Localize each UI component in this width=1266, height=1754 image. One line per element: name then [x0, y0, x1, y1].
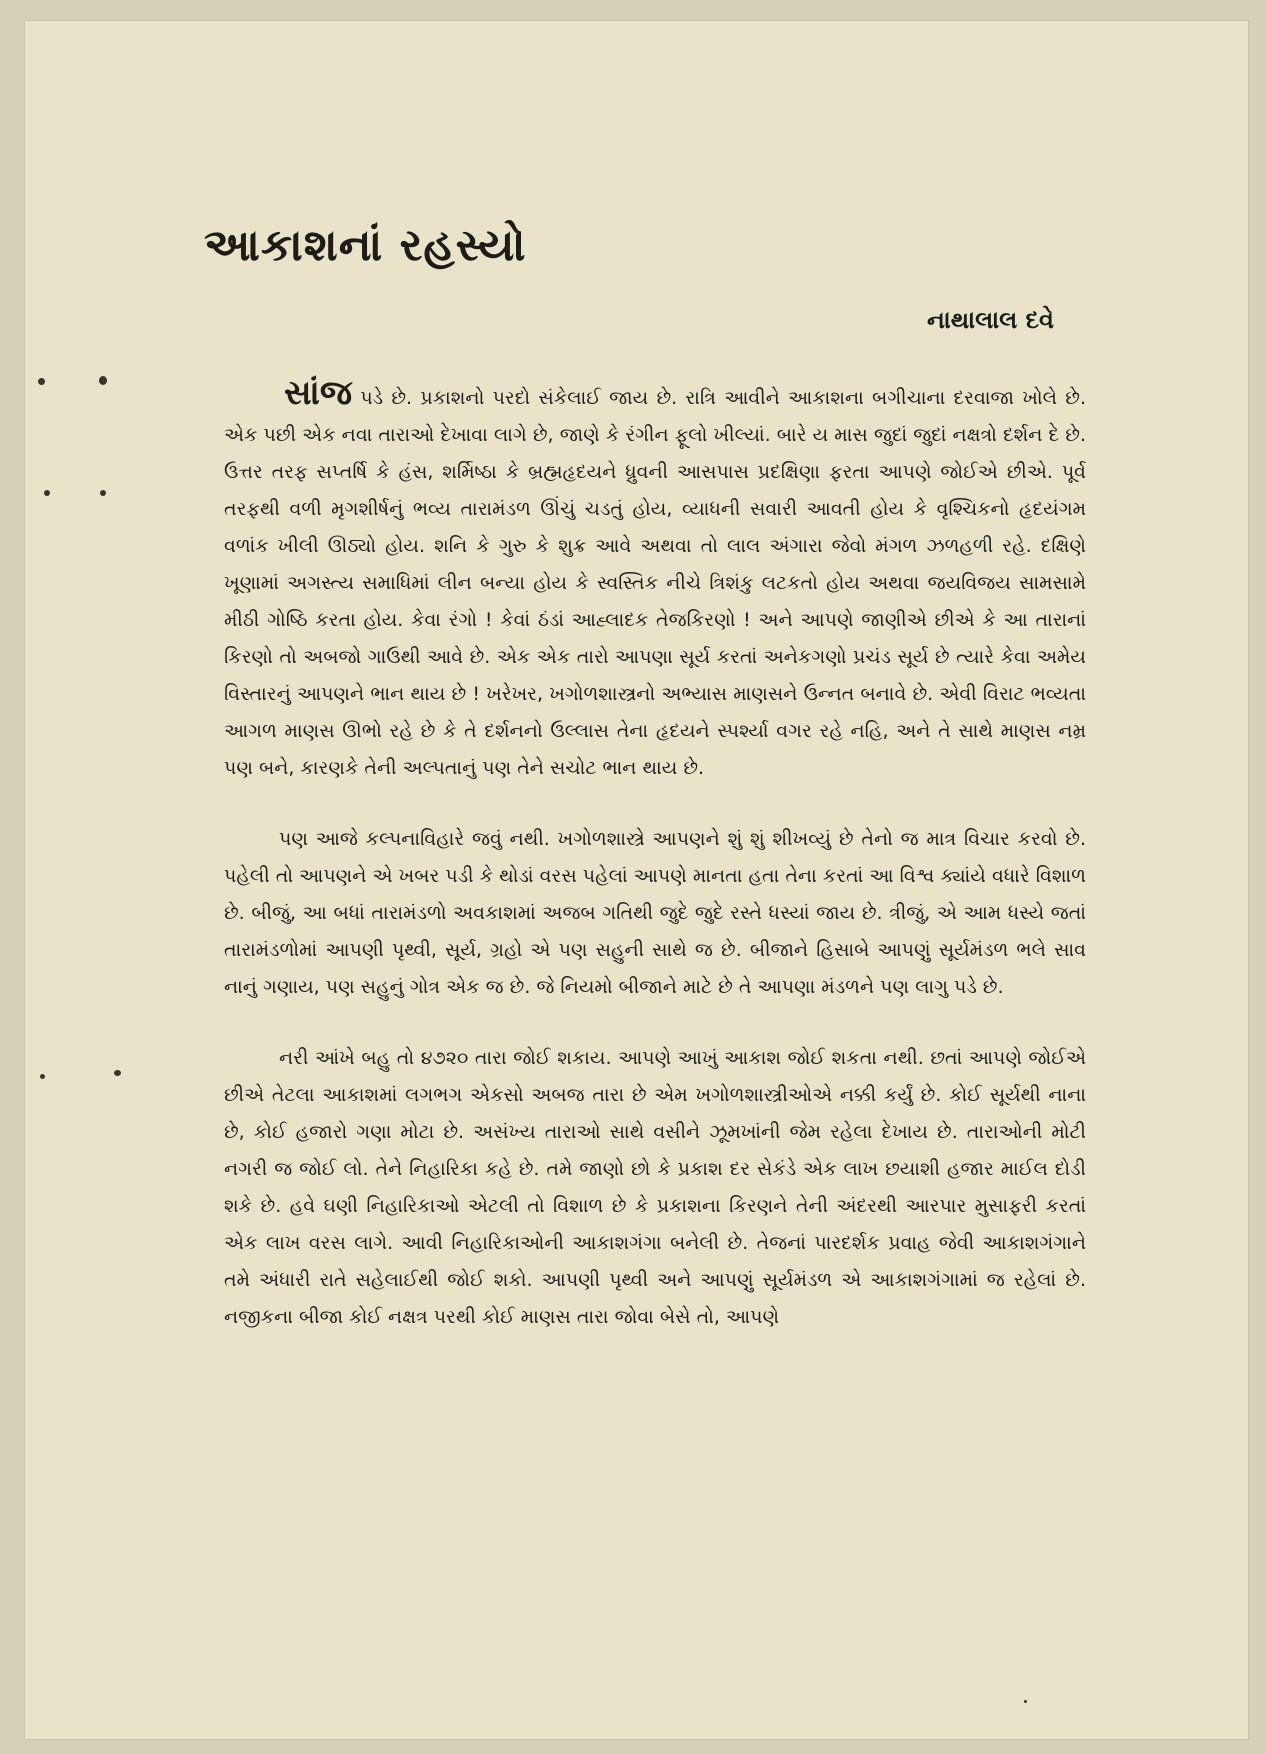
paragraph-3: નરી આંખે બહુ તો ૪૭૨૦ તારા જોઈ શકાય. આપણે આખું આકાશ જોઈ શકતા નથી. છતાં આપણે જોઈએ છીએ તેટલા આકાશમાં લગભગ એકસો અબજ તારા છે એમ ખગોળશાસ્ત્રીઓએ નક્કી કર્યું છે. કોઈ સૂર્યથી નાના છે, કોઈ હજારો ગણા મોટા છે. અસંખ્ય તારાઓ સાથે વસીને ઝૂમખાંની જેમ રહેલા દેખાય છે. તારાઓની મોટી નગરી જ જોઈ લો. તેને નિહારિકા કહે છે. તમે જાણો છો કે પ્રકાશ દર સેકંડે એક લાખ છયાશી હજાર માઈલ દોડી શકે છે. હવે ઘણી નિહારિકાઓ એટલી તો વિશાળ છે કે પ્રકાશના કિરણને તેની અંદરથી આરપાર મુસાફરી કરતાં એક લાખ વરસ લાગે. આવી નિહારિકાઓની આકાશગંગા બનેલી છે. તેજનાં પારદર્શક પ્રવાહ જેવી આકાશગંગાને તમે અંધારી રાતે સહેલાઈથી જોઈ શકો. આપણી પૃથ્વી અને આપણું સૂર્યમંડળ એ આકાશગંગામાં જ રહેલાં છે. નજીકના બીજા કોઈ નક્ષત્ર પરથી કોઈ માણસ તારા જોવા બેસે તો, આપણે	[224, 1047, 1086, 1328]
ink-speck	[38, 378, 45, 385]
article-title: આકાશનાં રહસ્યો	[204, 220, 527, 271]
ink-speck	[100, 490, 106, 496]
ink-speck	[114, 1070, 121, 1076]
article-body	[224, 375, 1086, 1370]
paragraph-1-text: પડે છે. પ્રકાશનો પરદો સંકેલાઈ જાય છે. રાત્રિ આવીને આકાશના બગીચાના દરવાજા ખોલે છે. એક પછી એક નવા તારાઓ દેખાવા લાગે છે, જાણે કે રંગીન ફૂલો ખીલ્યાં. બારે ય માસ જુદાં જુદાં નક્ષત્રો દર્શન દે છે. ઉત્તર તરફ સપ્તર્ષિ કે હંસ, શર્મિષ્ઠા કે બ્રહ્મહૃદયને ધ્રુવની આસપાસ પ્રદક્ષિણા ફરતા આપણે જોઈએ છીએ. પૂર્વ તરફથી વળી મૃગશીર્ષનું ભવ્ય તારામંડળ ઊંચું ચડતું હોય, વ્યાધની સવારી આવતી હોય કે વૃશ્ચિકનો હૃદયંગમ વળાંક ખીલી ઊઠ્યો હોય. શનિ કે ગુરુ કે શુક્ર આવે અથવા તો લાલ અંગારા જેવો મંગળ ઝળહળી રહે. દક્ષિણે ખૂણામાં અગસ્ત્ય સમાધિમાં લીન બન્યા હોય કે સ્વસ્તિક નીચે ત્રિશંકુ લટકતો હોય અથવા જયવિજય સામસામે મીઠી ગોષ્ઠિ કરતા હોય. કેવા રંગો ! કેવાં ઠંડાં આહ્લાદક તેજકિરણો ! અને આપણે જાણીએ છીએ કે આ તારાનાં કિરણો તો અબજો ગાઉથી આવે છે. એક એક તારો આપણા સૂર્ય કરતાં અનેકગણો પ્રચંડ સૂર્ય છે ત્યારે કેવા અમેય વિસ્તારનું આપણને ભાન થાય છે ! ખરેખર, ખગોળશાસ્ત્રનો અભ્યાસ માણસને ઉન્નત બનાવે છે. એવી વિરાટ ભવ્યતા આગળ માણસ ઊભો રહે છે કે તે દર્શનનો ઉલ્લાસ તેના હૃદયને સ્પર્શ્યા વગર રહે નહિ, અને તે સાથે માણસ નમ્ર પણ બને, કારણકે તેની અલ્પતાનું પણ તેને સચોટ ભાન થાય છે.	[224, 387, 1086, 779]
paragraph-1	[224, 375, 1086, 787]
paragraph-2: પણ આજે કલ્પનાવિહારે જવું નથી. ખગોળશાસ્ત્રે આપણને શું શું શીખવ્યું છે તેનો જ માત્ર વિચાર કરવો છે. પહેલી તો આપણને એ ખબર પડી કે થોડાં વરસ પહેલાં આપણે માનતા હતા તેના કરતાં આ વિશ્વ ક્યાંયે વધારે વિશાળ છે. બીજું, આ બધાં તારામંડળો અવકાશમાં અજબ ગતિથી જુદે જુદે રસ્તે ધસ્યાં જાય છે. ત્રીજું, એ આમ ધસ્યે જતાં તારામંડળોમાં આપણી પૃથ્વી, સૂર્ય, ગ્રહો એ પણ સહુની સાથે જ છે. બીજાને હિસાબે આપણું સૂર્યમંડળ ભલે સાવ નાનું ગણાય, પણ સહુનું ગોત્ર એક જ છે. જે નિયમો બીજાને માટે છે તે આપણા મંડળને પણ લાગુ પડે છે.	[224, 828, 1086, 998]
scanned-page	[24, 20, 1249, 1740]
ink-speck	[1024, 1700, 1027, 1703]
opening-word: સાંજ	[284, 373, 353, 413]
ink-speck	[40, 1074, 45, 1079]
ink-speck	[99, 376, 107, 385]
ink-speck	[44, 490, 50, 496]
author-name: નાથાલાલ દવે	[927, 306, 1054, 334]
